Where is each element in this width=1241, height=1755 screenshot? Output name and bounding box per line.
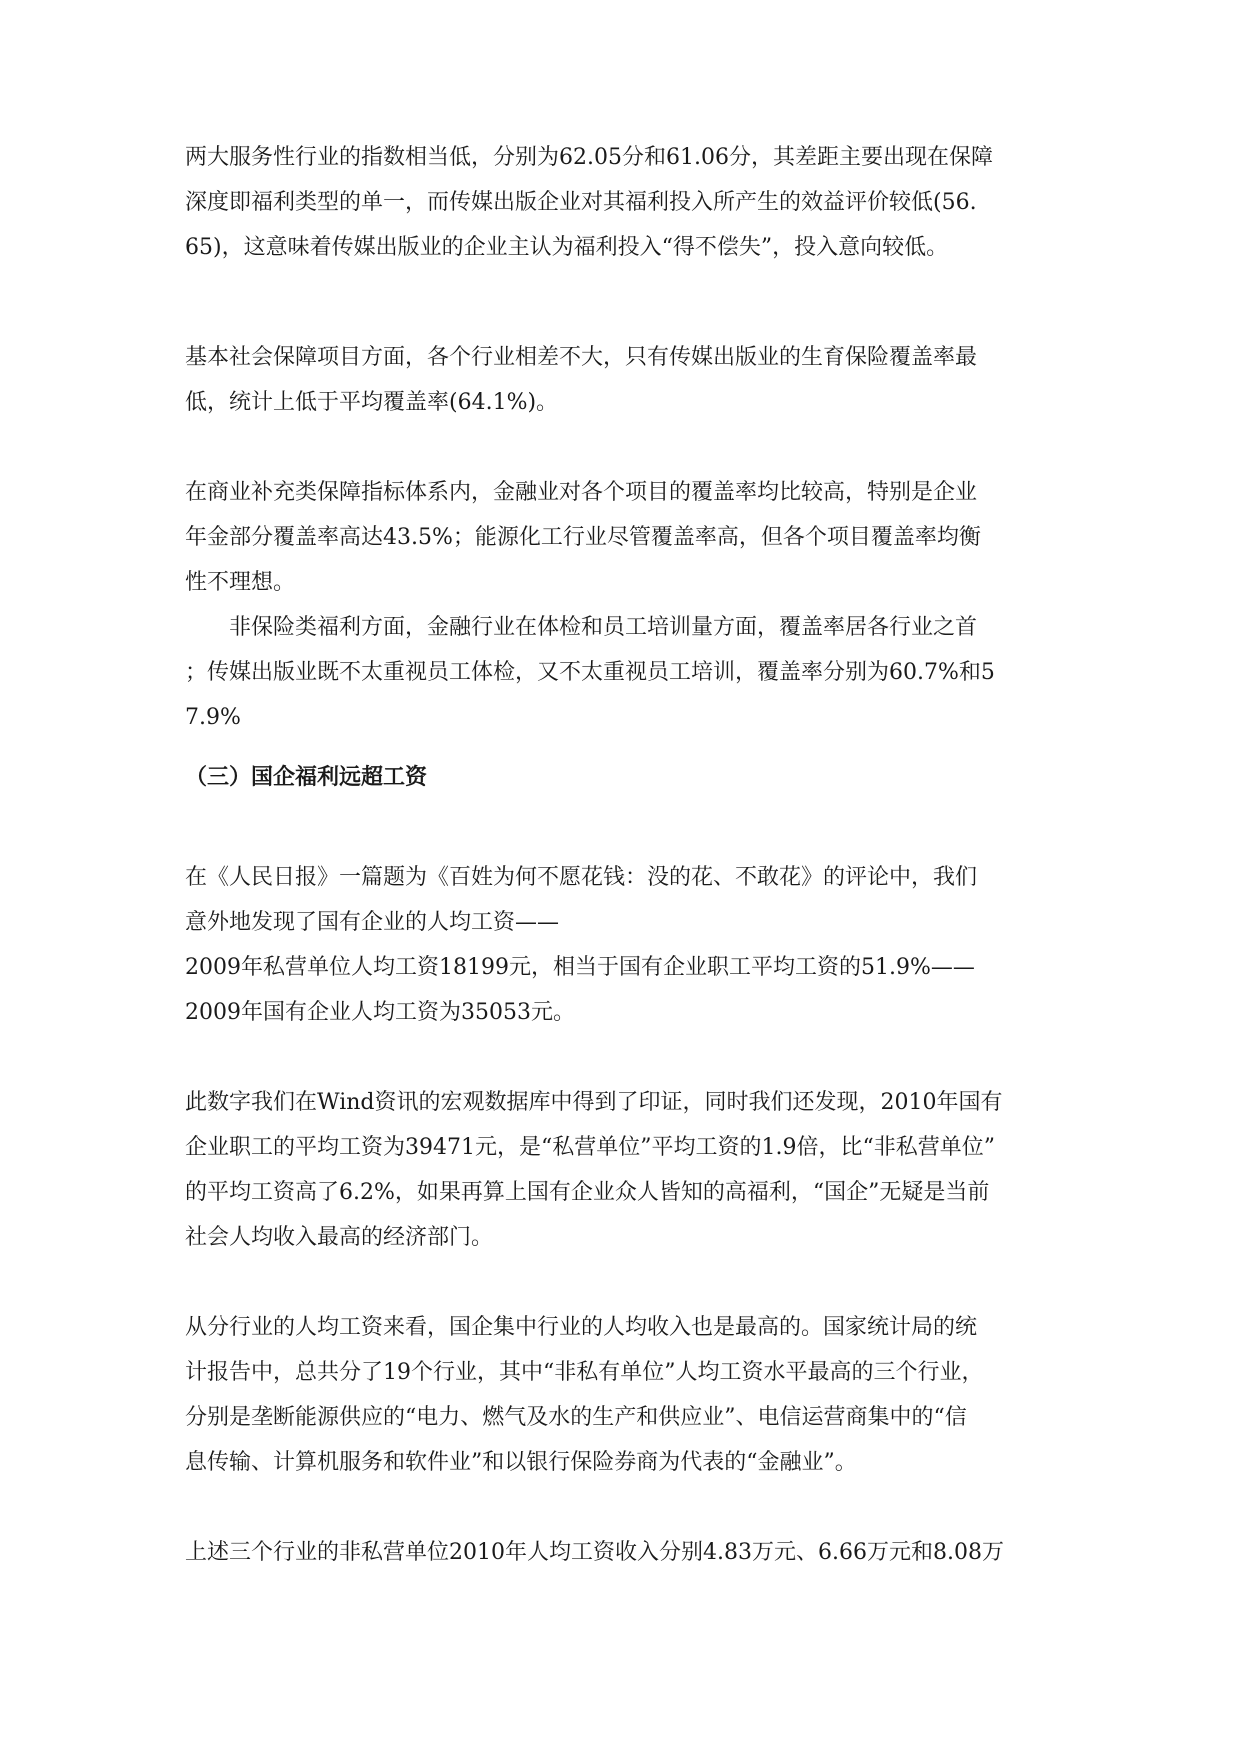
paragraph-line: 低，统计上低于平均覆盖率(64.1%)。	[185, 390, 559, 415]
paragraph-line: 息传输、计算机服务和软件业”和以银行保险券商为代表的“金融业”。	[185, 1450, 857, 1475]
paragraph-line: 企业职工的平均工资为39471元，是“私营单位”平均工资的1.9倍，比“非私营单位”	[185, 1135, 995, 1160]
paragraph-line: 此数字我们在Wind资讯的宏观数据库中得到了印证，同时我们还发现，2010年国有	[185, 1090, 1003, 1115]
section-heading: （三）国企福利远超工资	[185, 765, 428, 790]
paragraph-line: 2009年国有企业人均工资为35053元。	[185, 1000, 575, 1025]
paragraph-line: 上述三个行业的非私营单位2010年人均工资收入分别4.83万元、6.66万元和8.08万	[185, 1540, 1004, 1565]
paragraph-line: 计报告中，总共分了19个行业，其中“非私有单位”人均工资水平最高的三个行业，	[185, 1360, 984, 1385]
paragraph-line: 7.9%	[185, 705, 241, 730]
paragraph-line: 分别是垄断能源供应的“电力、燃气及水的生产和供应业”、电信运营商集中的“信	[185, 1405, 967, 1430]
paragraph-line: 基本社会保障项目方面，各个行业相差不大，只有传媒出版业的生育保险覆盖率最	[185, 345, 978, 370]
paragraph-line: 年金部分覆盖率高达43.5%；能源化工行业尽管覆盖率高，但各个项目覆盖率均衡	[185, 525, 981, 550]
paragraph-line: 深度即福利类型的单一，而传媒出版企业对其福利投入所产生的效益评价较低(56.	[185, 190, 977, 215]
paragraph-line: 意外地发现了国有企业的人均工资——	[185, 910, 560, 935]
paragraph-line: 非保险类福利方面，金融行业在体检和员工培训量方面，覆盖率居各行业之首	[185, 615, 978, 640]
paragraph-line: 社会人均收入最高的经济部门。	[185, 1225, 494, 1250]
paragraph-line: 两大服务性行业的指数相当低，分别为62.05分和61.06分，其差距主要出现在保障	[185, 145, 993, 170]
paragraph-line: ；传媒出版业既不太重视员工体检，又不太重视员工培训，覆盖率分别为60.7%和5	[185, 660, 995, 685]
paragraph-line: 2009年私营单位人均工资18199元，相当于国有企业职工平均工资的51.9%——	[185, 955, 975, 980]
paragraph-line: 在商业补充类保障指标体系内，金融业对各个项目的覆盖率均比较高，特别是企业	[185, 480, 978, 505]
paragraph-line: 65)，这意味着传媒出版业的企业主认为福利投入“得不偿失”，投入意向较低。	[185, 235, 949, 260]
paragraph-line: 从分行业的人均工资来看，国企集中行业的人均收入也是最高的。国家统计局的统	[185, 1315, 978, 1340]
paragraph-line: 的平均工资高了6.2%，如果再算上国有企业众人皆知的高福利，“国企”无疑是当前	[185, 1180, 990, 1205]
paragraph-line: 性不理想。	[185, 570, 296, 595]
paragraph-line: 在《人民日报》一篇题为《百姓为何不愿花钱：没的花、不敢花》的评论中，我们	[185, 865, 978, 890]
